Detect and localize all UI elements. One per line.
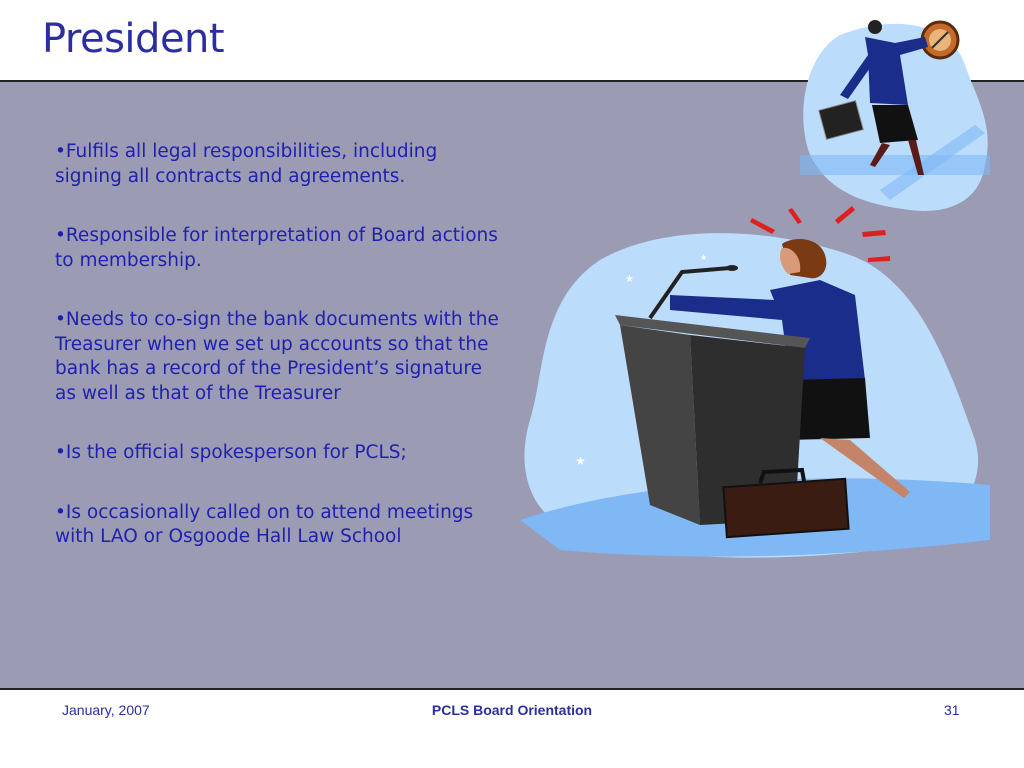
bullet-item: •Responsible for interpretation of Board actions to membership. bbox=[55, 225, 498, 271]
speaker-at-podium-clipart bbox=[520, 200, 990, 560]
page-number: 31 bbox=[944, 702, 960, 718]
bullet-list bbox=[55, 140, 505, 585]
footer-title: PCLS Board Orientation bbox=[431, 702, 593, 718]
svg-text:★: ★ bbox=[575, 454, 586, 468]
bullet-item: •Fulfils all legal responsibilities, including signing all contracts and agreements. bbox=[55, 141, 438, 187]
bullet-item: •Is the official spokesperson for PCLS; bbox=[55, 442, 407, 463]
businesswoman-compass-clipart bbox=[800, 15, 995, 215]
bullet-item: •Is occasionally called on to attend meetings with LAO or Osgoode Hall Law School bbox=[55, 501, 474, 547]
svg-text:★: ★ bbox=[700, 253, 708, 262]
footer-date: January, 2007 bbox=[62, 702, 150, 718]
slide-title: President bbox=[42, 16, 225, 62]
svg-text:★: ★ bbox=[625, 274, 634, 285]
bullet-item: •Needs to co-sign the bank documents with the Treasurer when we set up accounts so that the bank has a record of the President’s signature as well as that of the Treasurer bbox=[55, 309, 499, 404]
